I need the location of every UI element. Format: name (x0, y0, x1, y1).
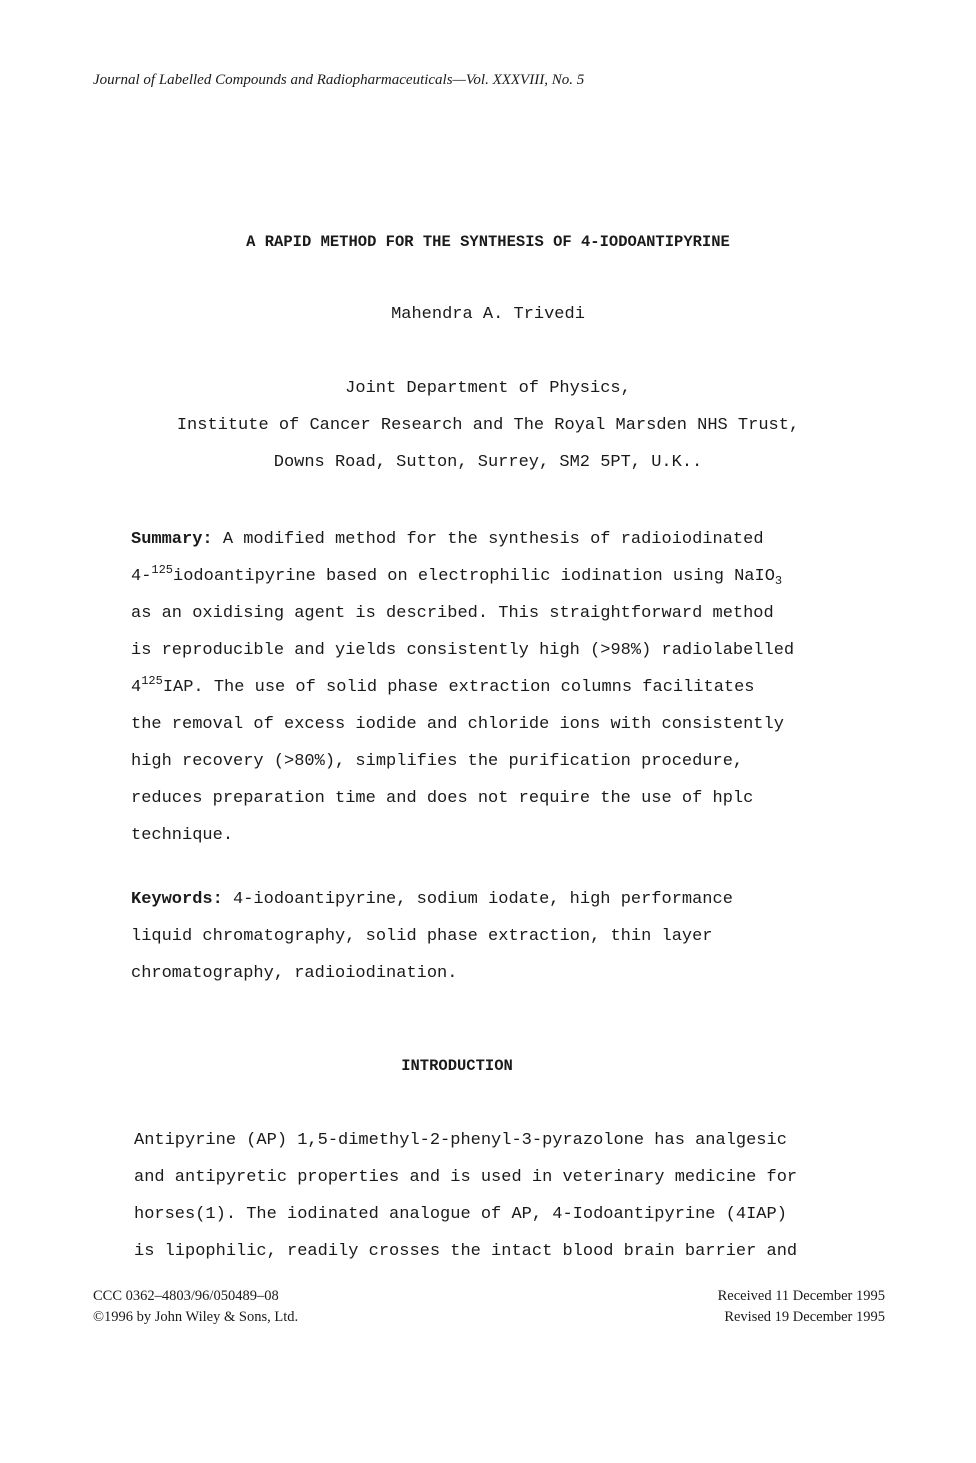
journal-header: Journal of Labelled Compounds and Radiopharmaceuticals—Vol. XXXVIII, No. 5 (93, 72, 585, 88)
intro-line: is lipophilic, readily crosses the intact blood brain barrier and (134, 1242, 798, 1261)
keywords-line: chromatography, radioiodination. (131, 964, 458, 983)
summary-line: reduces preparation time and does not require the use of hplc (131, 789, 754, 808)
revised-date: Revised 19 December 1995 (724, 1309, 885, 1325)
intro-line: and antipyretic properties and is used in veterinary medicine for (134, 1168, 798, 1187)
summary-line: $4^{125}IAP$. The use of solid phase extraction columns facilitates (131, 674, 755, 697)
affiliation-line-3: Downs Road, Sutton, Surrey, SM2 5PT, U.K.. (273, 453, 703, 472)
footer-left (93, 1286, 298, 1328)
summary-line: is reproducible and yields consistently high (>98%) radiolabelled (131, 641, 795, 660)
summary-section (131, 521, 851, 854)
intro-line: horses(1). The iodinated analogue of AP, 4-Iodoantipyrine (4IAP) (134, 1205, 787, 1224)
ccc-code: CCC 0362–4803/96/050489–08 (93, 1288, 279, 1304)
received-date: Received 11 December 1995 (717, 1288, 885, 1304)
introduction-heading: INTRODUCTION (401, 1057, 513, 1075)
summary-line: the removal of excess iodide and chloride ions with consistently (131, 715, 784, 734)
copyright-notice: ©1996 by John Wiley & Sons, Ltd. (93, 1309, 299, 1325)
summary-line: Summary: A modified method for the synthesis of radioiodinated (131, 530, 764, 549)
introduction-body (134, 1122, 854, 1270)
summary-label: Summary: (131, 530, 213, 549)
summary-line: 4-$^{125}$iodoantipyrine based on electrophilic iodination using NaIO$_3$ (131, 563, 783, 588)
affiliation-line-1: Joint Department of Physics, (345, 379, 631, 398)
intro-line: Antipyrine (AP) 1,5-dimethyl-2-phenyl-3-pyrazolone has analgesic (134, 1131, 787, 1150)
article-title: A RAPID METHOD FOR THE SYNTHESIS OF 4-IODOANTIPYRINE (246, 233, 730, 251)
keywords-line: Keywords: 4-iodoantipyrine, sodium iodate, high performance (131, 890, 733, 909)
footer-right (718, 1286, 885, 1328)
summary-line: high recovery (>80%), simplifies the purification procedure, (131, 752, 744, 771)
keywords-line: liquid chromatography, solid phase extraction, thin layer (131, 927, 713, 946)
summary-line: as an oxidising agent is described. This straightforward method (131, 604, 774, 623)
summary-line: technique. (131, 826, 234, 845)
affiliation-line-2: Institute of Cancer Research and The Royal Marsden NHS Trust, (176, 416, 800, 435)
author-name: Mahendra A. Trivedi (391, 305, 585, 324)
keywords-label: Keywords: (131, 890, 223, 909)
keywords-section (131, 882, 851, 993)
